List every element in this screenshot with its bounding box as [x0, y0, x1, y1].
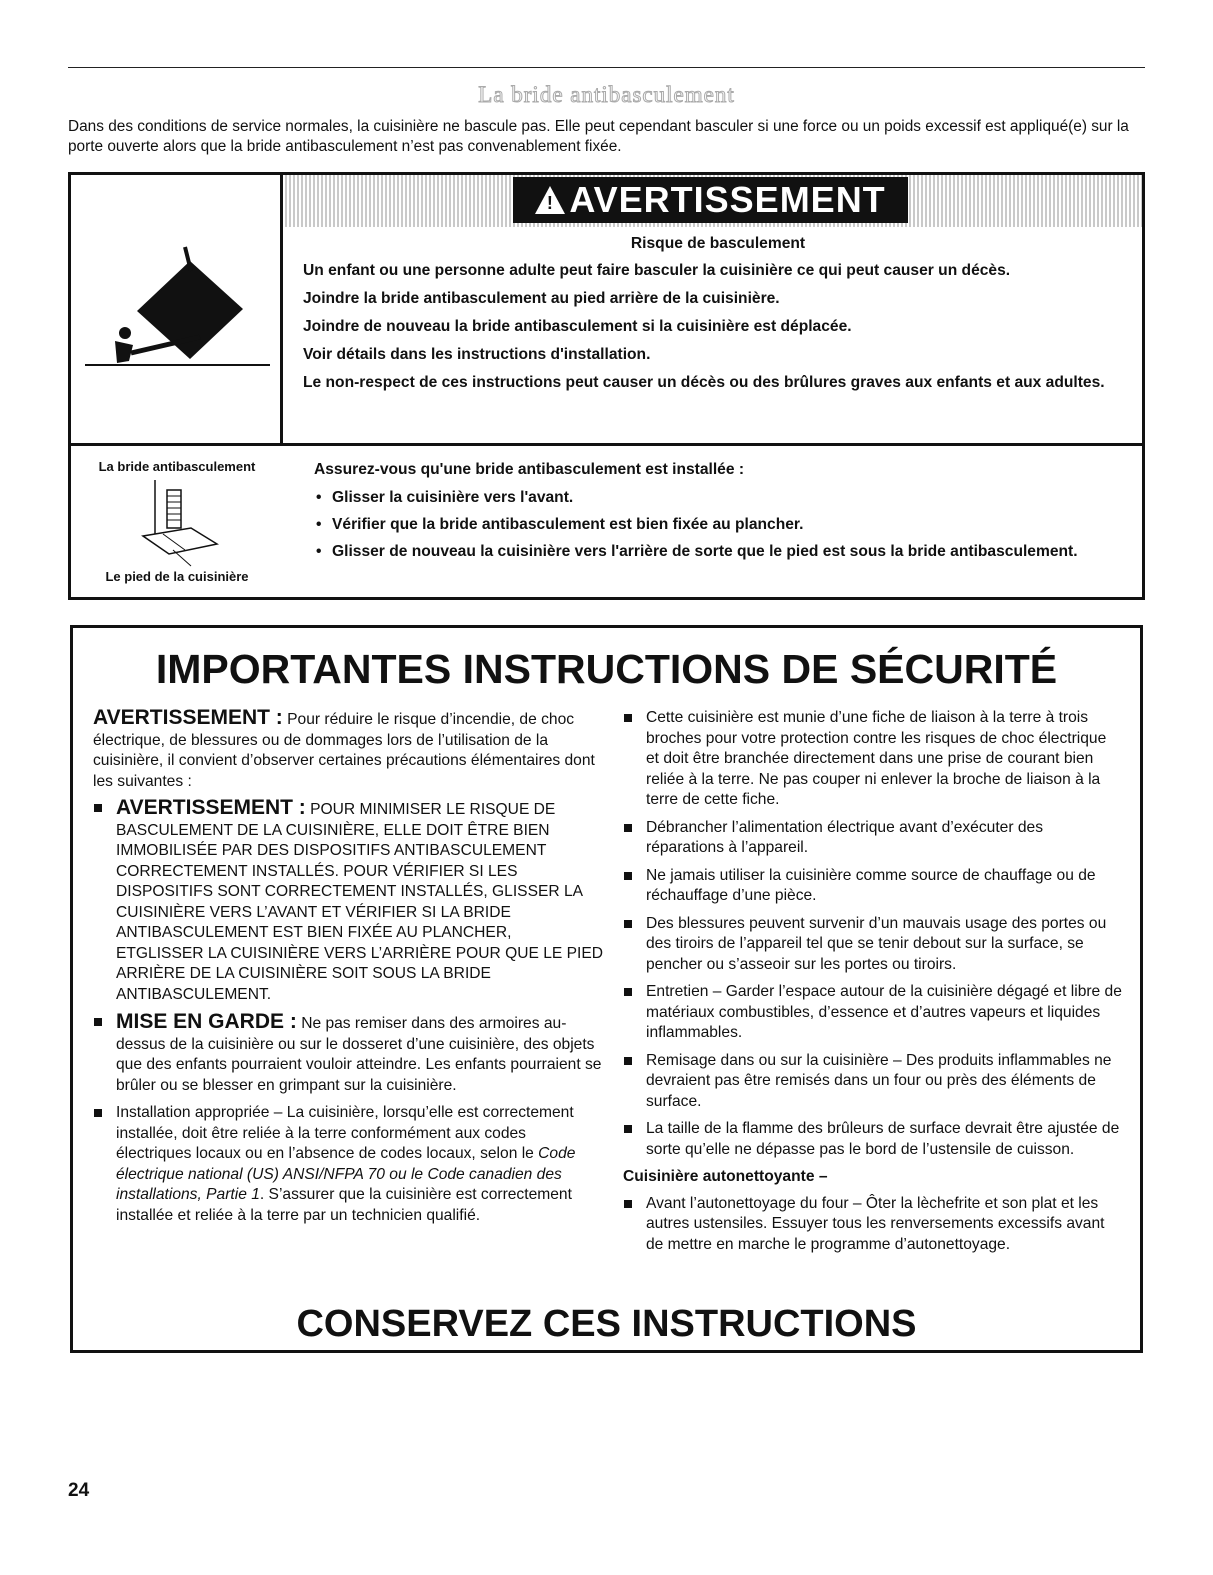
risk-title: Risque de basculement: [630, 235, 806, 252]
top-rule: [68, 67, 1145, 68]
assure-section: [314, 461, 1134, 569]
warning-divider: [71, 443, 1142, 446]
list-item: [623, 1051, 1123, 1113]
tip-illustration-panel: [71, 175, 283, 443]
item-text: Installation appropriée – La cuisinière, lorsqu’elle est correctement installée, doit être reliée à la terre conformément aux codes électriques locaux ou en l’absence de codes locaux, selon le: [116, 1104, 574, 1162]
important-footer: CONSERVEZ CES INSTRUCTIONS: [296, 1303, 917, 1345]
warning-line: Voir détails dans les instructions d'installation.: [303, 346, 651, 363]
item-text: Avant l’autonettoyage du four – Ôter la lèchefrite et son plat et les autres ustensiles. Essuyer tous les renversements excessifs avant de mettre en marche le programme d’autonettoyage.: [646, 1194, 1105, 1253]
item-text: Ne jamais utiliser la cuisinière comme source de chauffage ou de réchauffage d’une pièce.: [646, 866, 1096, 904]
assure-item: • Vérifier que la bride antibasculement est bien fixée au plancher.: [314, 515, 1134, 534]
item-text: Ne pas remiser dans des armoires au-dessus de la cuisinière ou sur le dosseret d’une cuisinière, des objets que des enfants pourraient vouloir atteindre. Les enfants pourraient se brûler ou se blesser en grimpant sur la cuisinière.: [116, 1015, 602, 1094]
item-lead: MISE EN GARDE :: [116, 1010, 297, 1033]
intro-text: Pour réduire le risque d’incendie, de choc électrique, de blessures ou de dommages lors de l’utilisation de la cuisinière, il convient d’observer certaines précautions élémentaires dont les suivantes :: [93, 711, 595, 790]
square-bullet-icon: [94, 804, 102, 812]
warning-box: [68, 172, 1145, 600]
list-item: [623, 982, 1123, 1044]
warning-line: Joindre de nouveau la bride antibasculement si la cuisinière est déplacée.: [303, 318, 852, 335]
item-text: La taille de la flamme des brûleurs de surface devrait être ajustée de sorte qu’elle ne dépasse pas le bord de l’ustensile de cuisson.: [646, 1120, 1120, 1158]
square-bullet-icon: [94, 1018, 102, 1026]
assure-item: • Glisser la cuisinière vers l'avant.: [314, 488, 1134, 507]
intro-paragraph: Dans des conditions de service normales, la cuisinière ne bascule pas. Elle peut cependant basculer si une force ou un poids excessif est appliqué(e) sur la porte ouverte alors que la bride antibasculement n’est pas convenablement fixée.: [68, 118, 1129, 155]
square-bullet-icon: [624, 872, 632, 880]
list-item: [623, 866, 1123, 907]
list-item: [93, 798, 603, 1005]
important-title: IMPORTANTES INSTRUCTIONS DE SÉCURITÉ: [155, 646, 1058, 692]
left-column: [93, 708, 603, 1233]
list-item: [93, 1103, 603, 1226]
item-text: Débrancher l’alimentation électrique avant d’exécuter des réparations à l’appareil.: [646, 818, 1044, 856]
warning-line: Joindre la bride antibasculement au pied arrière de la cuisinière.: [303, 290, 780, 307]
square-bullet-icon: [624, 824, 632, 832]
square-bullet-icon: [624, 714, 632, 722]
item-text: Des blessures peuvent survenir d’un mauvais usage des portes ou des tiroirs de l’appareil tel que se tenir debout sur la surface, se pencher ou s’asseoir sur les portes ou tiroirs.: [646, 914, 1107, 973]
square-bullet-icon: [624, 1125, 632, 1133]
important-instructions-box: [70, 625, 1143, 1353]
square-bullet-icon: [624, 1200, 632, 1208]
warning-line: Un enfant ou une personne adulte peut faire basculer la cuisinière ce qui peut causer un décès.: [303, 262, 1011, 279]
square-bullet-icon: [624, 920, 632, 928]
item-text: POUR MINIMISER LE RISQUE DE BASCULEMENT DE LA CUISINIÈRE, ELLE DOIT ÊTRE BIEN IMMOBILISÉE PAR DES DISPOSITIFS ANTIBASCULEMENT CORRECTEMENT INSTALLÉS. POUR VÉRIFIER SI LES DISPOSITIFS SONT CORRECTEMENT INSTALLÉS, GLISSER LA CUISINIÈRE VERS L’AVANT ET VÉRIFIER SI LA BRIDE ANTIBASCULEMENT EST BIEN FIXÉE AU PLANCHER, ETGLISSER LA CUISINIÈRE VERS L’ARRIÈRE POUR QUE LE PIED ARRIÈRE DE LA CUISINIÈRE SOIT SOUS LA BRIDE ANTIBASCULEMENT.: [116, 801, 604, 1003]
item-text: Entretien – Garder l’espace autour de la cuisinière dégagé et libre de matériaux combustibles, d’essence et d’autres vapeurs et liquides inflammables.: [646, 983, 1122, 1041]
list-item: [623, 1119, 1123, 1160]
section-title: La bride antibasculement: [478, 82, 735, 107]
intro-lead: AVERTISSEMENT :: [93, 706, 283, 729]
assure-item: • Glisser de nouveau la cuisinière vers l'arrière de sorte que le pied est sous la bride antibasculement.: [314, 542, 1134, 561]
list-item: [623, 1194, 1123, 1256]
warning-triangle-icon: !: [535, 186, 565, 214]
warning-body: [303, 235, 1133, 401]
tip-over-illustration: [85, 241, 270, 371]
warning-line: Le non-respect de ces instructions peut causer un décès ou des brûlures graves aux enfants et aux adultes.: [303, 374, 1105, 391]
list-item: [93, 1012, 603, 1096]
self-clean-heading: Cuisinière autonettoyante –: [623, 1168, 828, 1185]
list-item: [623, 708, 1123, 811]
item-italic: Code électrique national (US) ANSI/NFPA 70 ou le Code canadien des installations, Partie 1: [116, 1145, 576, 1203]
square-bullet-icon: [94, 1109, 102, 1117]
warning-banner: [283, 175, 1142, 227]
square-bullet-icon: [624, 988, 632, 996]
foot-caption: Le pied de la cuisinière: [105, 569, 249, 584]
warning-banner-text: AVERTISSEMENT: [569, 179, 886, 220]
bracket-illustration: [133, 478, 223, 568]
item-text: Cette cuisinière est munie d’une fiche de liaison à la terre à trois broches pour votre protection contre les risques de choc électrique et doit être branchée directement dans une prise de courant bien reliée à la terre. Ne pas couper ni enlever la broche de liaison à la terre de cette fiche.: [646, 709, 1107, 808]
square-bullet-icon: [624, 1057, 632, 1065]
item-text: Remisage dans ou sur la cuisinière – Des produits inflammables ne devraient pas être remisés dans un four ou près des éléments de surface.: [646, 1051, 1112, 1110]
item-tail: . S’assurer que la cuisinière est correctement installée et reliée à la terre par un technicien qualifié.: [116, 1186, 572, 1224]
page-number: 24: [68, 1480, 90, 1501]
assure-title: Assurez-vous qu'une bride antibasculement est installée :: [314, 461, 745, 478]
bracket-caption: La bride antibasculement: [98, 459, 256, 474]
right-column: [623, 708, 1123, 1262]
item-lead: AVERTISSEMENT :: [116, 796, 306, 819]
list-item: [623, 914, 1123, 976]
list-item: [623, 818, 1123, 859]
